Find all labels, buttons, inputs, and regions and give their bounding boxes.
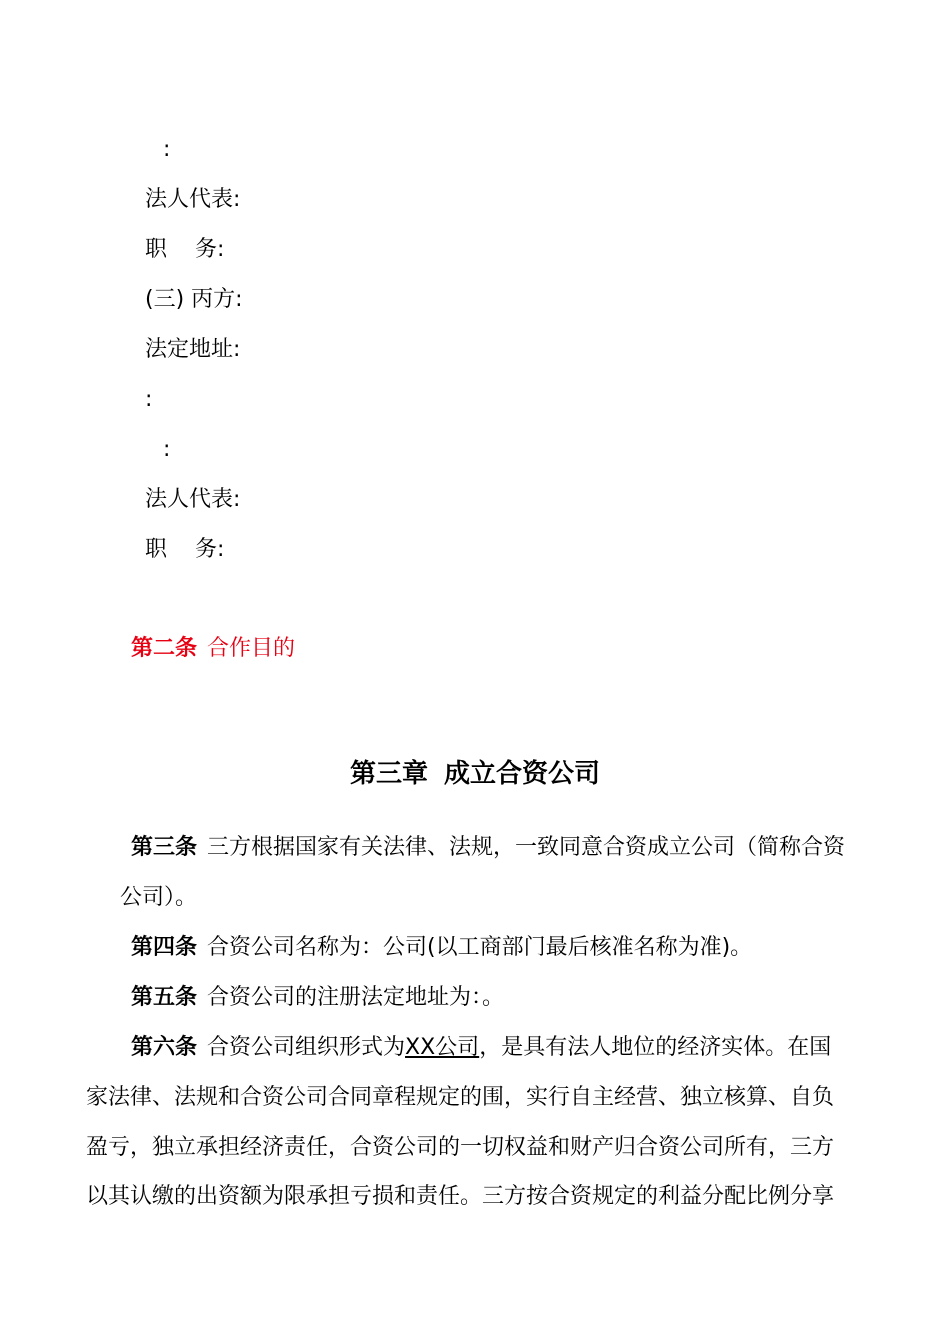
legal-rep-label: 法人代表: xyxy=(145,187,241,212)
position-label xyxy=(145,235,224,265)
article-3-line xyxy=(131,833,845,863)
article-6-line xyxy=(131,1033,831,1063)
position-label xyxy=(145,535,224,565)
position-label-a: 职 xyxy=(145,237,168,262)
colon-line: : xyxy=(163,137,171,162)
article-text: ，是具有法人地位的经济实体。在国 xyxy=(479,1035,832,1060)
legal-rep-label: 法人代表: xyxy=(145,487,241,512)
colon-line: : xyxy=(163,437,171,462)
chapter-number: 第三章 xyxy=(349,759,428,789)
article-text: 合资公司名称为：公司(以工商部门最后核准名称为准)。 xyxy=(207,935,753,960)
article-6-line: 以其认缴的出资额为限承担亏损和责任。三方按合资规定的利益分配比例分享 xyxy=(86,1184,835,1209)
chapter-heading xyxy=(0,756,950,792)
article-6-line: 盈亏，独立承担经济责任，合资公司的一切权益和财产归合资公司所有，三方 xyxy=(86,1135,835,1160)
position-label-b: 务: xyxy=(195,237,225,262)
article-5-line xyxy=(131,983,504,1013)
colon-line: : xyxy=(145,387,153,412)
article-text: 合资公司组织形式为 xyxy=(207,1035,406,1060)
article-number: 第三条 xyxy=(131,835,198,860)
chapter-title: 成立合资公司 xyxy=(444,759,601,789)
article-number: 第五条 xyxy=(131,985,198,1010)
position-label-a: 职 xyxy=(145,537,168,562)
article-number: 第二条 xyxy=(131,636,198,661)
party-c-heading: (三) 丙方: xyxy=(145,287,243,312)
article-number: 第六条 xyxy=(131,1035,198,1060)
company-form-underlined: XX公司 xyxy=(405,1035,480,1060)
article-4-line xyxy=(131,933,752,963)
article-number: 第四条 xyxy=(131,935,198,960)
article-3-line: 公司）。 xyxy=(120,885,198,910)
article-2 xyxy=(131,634,295,664)
article-text: 三方根据国家有关法律、法规，一致同意合资成立公司（简称合资 xyxy=(207,835,846,860)
article-text: 合资公司的注册法定地址为：。 xyxy=(207,985,505,1010)
position-label-b: 务: xyxy=(195,537,225,562)
article-title: 合作目的 xyxy=(207,636,296,661)
legal-address-label: 法定地址: xyxy=(145,337,241,362)
article-6-line: 家法律、法规和合资公司合同章程规定的围，实行自主经营、独立核算、自负 xyxy=(86,1085,835,1110)
